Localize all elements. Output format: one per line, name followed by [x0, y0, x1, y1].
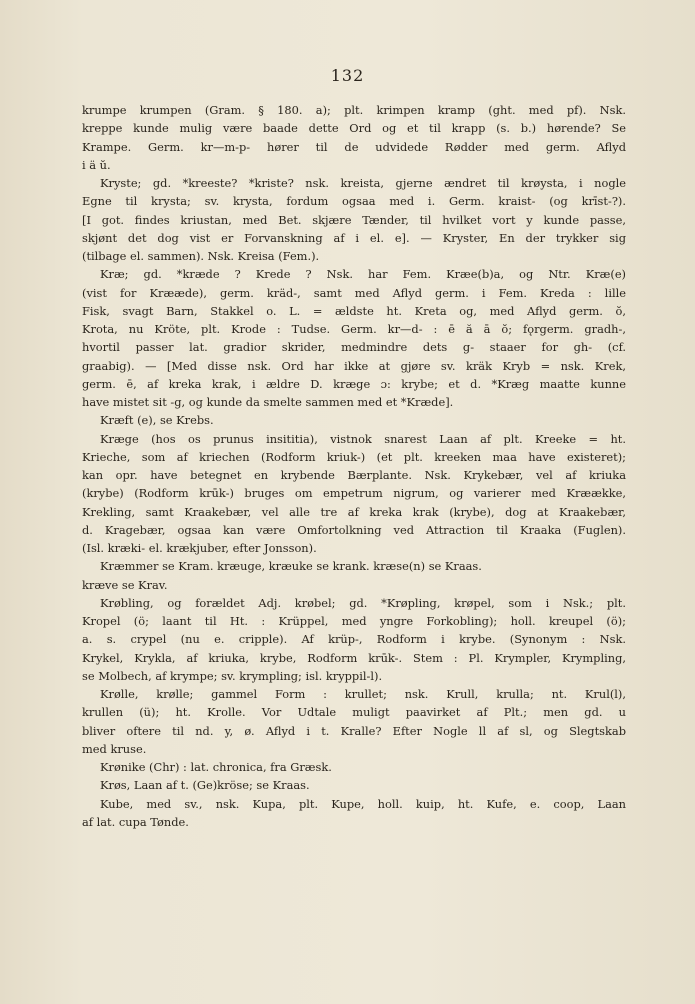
text-line: Krampe. Germ. kr—m-p- hører til de udvidede Rødder med germ. Aflyd: [82, 139, 626, 154]
text-line: kræve se Krav.: [82, 577, 168, 592]
text-line: graabig). — [Med disse nsk. Ord har ikke at gjøre sv. kräk Kryb = nsk. Krek,: [82, 358, 626, 373]
text-line: a. s. crypel (nu e. cripple). Af krüp-, Rodform i krybe. (Synonym : Nsk.: [82, 632, 626, 647]
text-line: Krøbling, og forældet Adj. krøbel; gd. *Krøpling, krøpel, som i Nsk.; plt.: [100, 595, 626, 610]
text-line: se Molbech, af krympe; sv. krympling; isl. kryppil-l).: [82, 668, 383, 683]
text-line: krullen (ü); ht. Krolle. Vor Udtale muligt paavirket af Plt.; men gd. u: [82, 705, 626, 720]
text-line: Kræ; gd. *kræde ? Krede ? Nsk. har Fem. Kræe(b)a, og Ntr. Kræ(e): [100, 267, 626, 282]
text-line: kreppe kunde mulig være baade dette Ord og et til krapp (s. b.) hørende? Se: [82, 121, 626, 136]
text-line: have mistet sit -g, og kunde da smelte sammen med et *Kræde].: [82, 395, 454, 409]
text-line: Kube, med sv., nsk. Kupa, plt. Kupe, holl. kuip, ht. Kufe, e. coop, Laan: [100, 796, 626, 811]
text-line: (Isl. kræki- el. krækjuber, efter Jonsson).: [82, 541, 317, 555]
text-line: i ä ŭ.: [82, 157, 111, 172]
text-line: Kræge (hos os prunus insititia), vistnok snarest Laan af plt. Kreeke = ht.: [100, 431, 626, 446]
text-line: Kræft (e), se Krebs.: [100, 413, 214, 428]
text-line: Krønike (Chr) : lat. chronica, fra Græsk.: [100, 760, 332, 774]
text-line: Krekling, samt Kraakebær, vel alle tre af kreka krak (krybe), dog at Kraakebær,: [82, 504, 626, 519]
text-line: Krota, nu Kröte, plt. Krode : Tudse. Germ. kr—d- : ē ă ā ŏ; fǫrgerm. gradh-,: [82, 322, 626, 336]
text-line: Fisk, svagt Barn, Stakkel o. L. = ældste ht. Kreta og, med Aflyd germ. ŏ,: [82, 303, 626, 318]
text-line: Krøs, Laan af t. (Ge)kröse; se Kraas.: [100, 778, 310, 793]
text-line: (tilbage el. sammen). Nsk. Kreisa (Fem.).: [82, 249, 320, 263]
text-line: kan opr. have betegnet en krybende Bærplante. Nsk. Krykebær, vel af kriuka: [82, 468, 626, 482]
page-number: 132: [330, 66, 365, 85]
text-line: germ. ē, af kreka krak, i ældre D. kræge ɔ: krybe; et d. *Kræg maatte kunne: [82, 376, 626, 391]
text-line: d. Kragebær, ogsaa kan være Omfortolkning ved Attraction til Kraaka (Fuglen).: [82, 522, 626, 537]
text-line: (vist for Krææde), germ. kräd-, samt med Aflyd germ. i Fem. Kreda : lille: [82, 285, 626, 300]
text-line: Krykel, Krykla, af kriuka, krybe, Rodform krūk-. Stem : Pl. Krympler, Krympling,: [82, 650, 626, 665]
text-line: Egne til krysta; sv. krysta, fordum ogsaa med i. Germ. kraist- (og krīst-?).: [82, 194, 626, 209]
text-line: skjønt det dog vist er Forvanskning af i el. e]. — Kryster, En der trykker sig: [82, 230, 626, 245]
text-line: Kryste; gd. *kreeste? *kriste? nsk. kreista, gjerne ændret til krøysta, i nogle: [100, 176, 626, 190]
text-line: Krølle, krølle; gammel Form : krullet; nsk. Krull, krulla; nt. Krul(l),: [100, 687, 626, 701]
text-line: af lat. cupa Tønde.: [82, 814, 189, 829]
text-line: hvortil passer lat. gradior skrider, medmindre dets g- staaer for gh- (cf.: [82, 340, 626, 355]
text-line: krumpe krumpen (Gram. § 180. a); plt. krimpen kramp (ght. med pf). Nsk.: [82, 103, 626, 117]
text-line: bliver oftere til nd. y, ø. Aflyd i t. Kralle? Efter Nogle ll af sl, og Slegtskab: [82, 723, 626, 738]
text-line: [I got. findes kriustan, med Bet. skjære Tænder, til hvilket vort y kunde passe,: [82, 212, 626, 227]
text-line: Kræmmer se Kram. kræuge, kræuke se krank. kræse(n) se Kraas.: [100, 559, 482, 574]
text-line: Krieche, som af kriechen (Rodform kriuk-) (et plt. kreeken maa have existeret);: [82, 449, 626, 464]
text-line: med kruse.: [82, 741, 147, 756]
text-line: (krybe) (Rodform krūk-) bruges om empetrum nigrum, og varierer med Kræække,: [82, 486, 626, 501]
text-line: Kropel (ö; laant til Ht. : Krüppel, med yngre Forkobling); holl. kreupel (ö);: [82, 614, 626, 628]
dictionary-text: [82, 101, 626, 831]
